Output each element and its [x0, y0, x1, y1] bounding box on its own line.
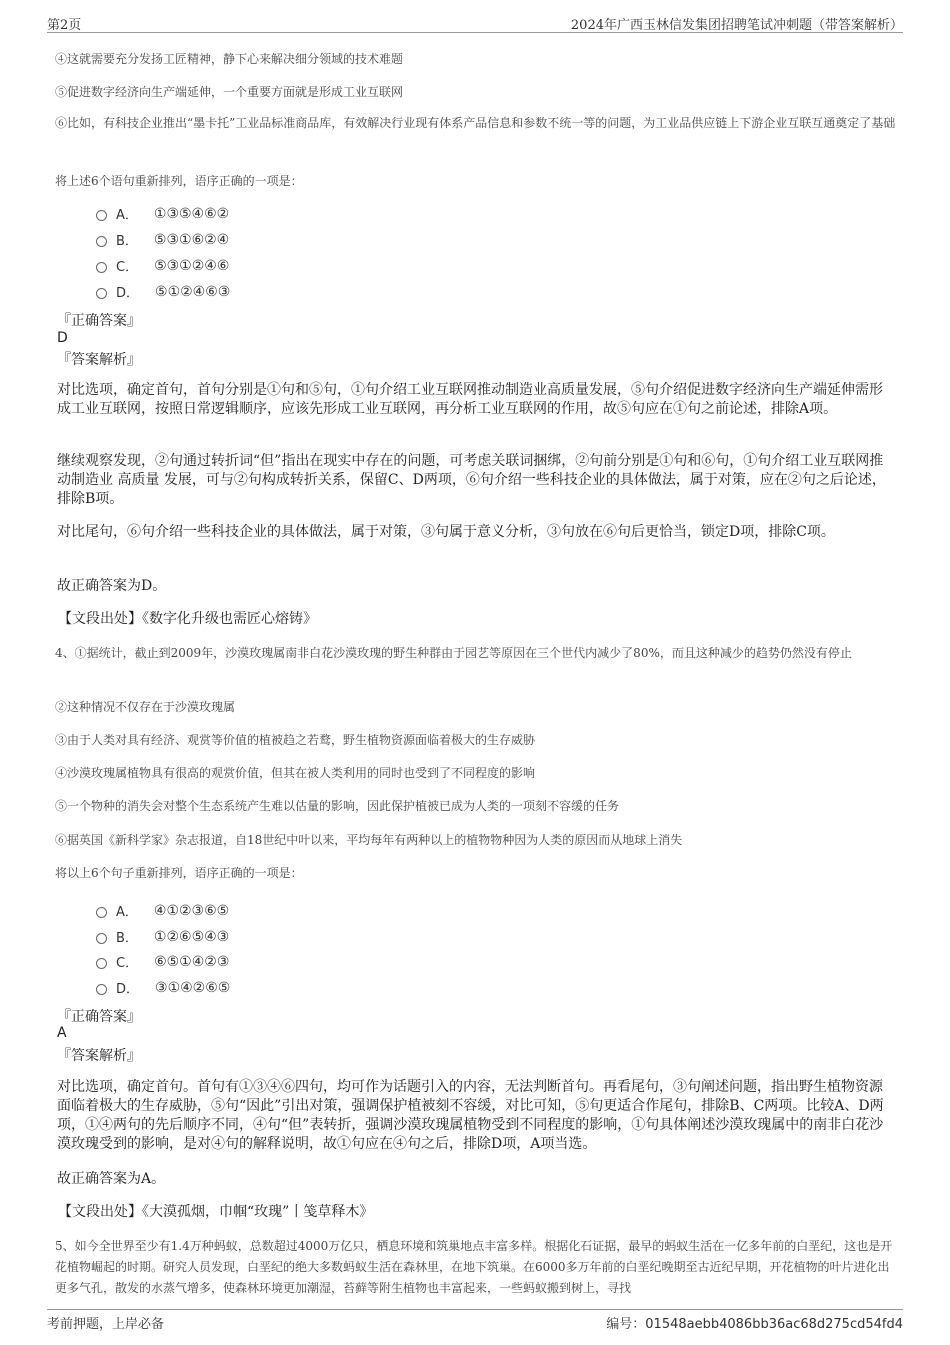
q3-conclusion: 故正确答案为D。	[57, 578, 167, 594]
q4-conclusion: 故正确答案为A。	[57, 1171, 166, 1187]
radio-icon[interactable]	[96, 210, 107, 221]
radio-icon[interactable]	[96, 288, 107, 299]
option-text: ④①②③⑥⑤	[153, 902, 230, 919]
option-text: ⑥⑤①④②③	[154, 953, 230, 970]
footer-slogan: 考前押题，上岸必备	[47, 1317, 165, 1332]
option-text: ⑤③①②④⑥	[154, 257, 230, 274]
q4-analysis-paragraph-1: 对比选项，确定首句。首句有①③④⑥四句，均可作为话题引入的内容，无法判断首句。再看尾句，③句阐述问题，指出野生植物资源面临着极大的生存威胁，⑤句“因此”引出对策，强调保护植被刻不容缓，对比可知，⑤句更适合作尾句，排除B、C两项。比较A、D两项，①④两句的先后顺序不同，④句“但”表转折，强调沙漠玫瑰属植物受到不同程度的影响，①句具体阐述沙漠玫瑰属中的南非白花沙漠玫瑰受到的影响，是对④句的解释说明，故①句应在④句之后，排除D项，A项当选。	[57, 1079, 884, 1152]
q3-sentence-5: ⑤促进数字经济向生产端延伸，一个重要方面就是形成工业互联网	[55, 85, 404, 99]
q3-option-d[interactable]	[96, 282, 230, 301]
option-letter: A．	[116, 208, 138, 223]
q4-sentence-2: ②这种情况不仅存在于沙漠玫瑰属	[55, 700, 236, 714]
option-letter: D．	[116, 982, 140, 997]
radio-icon[interactable]	[96, 262, 107, 273]
option-text: ①③⑤④⑥②	[153, 205, 230, 222]
option-letter: B．	[116, 234, 138, 249]
footer-divider	[47, 1309, 903, 1310]
q3-source: 【文段出处】《数字化升级也需匠心熔铸》	[58, 611, 317, 627]
q3-analysis-paragraph-2: 继续观察发现，②句通过转折词“但”指出在现实中存在的问题，可考虑关联词捆绑，②句前分别是①句和⑥句，①句介绍工业互联网推动制造业 高质量 发展，可与②句构成转折关系，保留C、D两项，⑥句介绍一些科技企业的具体做法，属于对策，应在②句之后论述，排除B项。	[57, 453, 886, 507]
q4-sentence-6: ⑥据英国《新科学家》杂志报道，自18世纪中叶以来，平均每年有两种以上的植物物种因为人类的原因而从地球上消失	[55, 833, 683, 847]
radio-icon[interactable]	[96, 958, 107, 969]
option-letter: B．	[116, 931, 138, 946]
q3-option-a[interactable]	[96, 204, 229, 223]
radio-icon[interactable]	[96, 907, 107, 918]
q4-option-b[interactable]	[96, 927, 229, 946]
radio-icon[interactable]	[96, 933, 107, 944]
radio-icon[interactable]	[96, 236, 107, 247]
option-letter: C．	[116, 956, 139, 971]
q3-prompt: 将上述6个语句重新排列，语序正确的一项是：	[55, 174, 303, 188]
q4-answer-label: 『正确答案』	[57, 1009, 141, 1025]
q4-sentence-5: ⑤一个物种的消失会对整个生态系统产生难以估量的影响，因此保护植被已成为人类的一项刻不容缓的任务	[55, 799, 620, 813]
q4-answer: A	[57, 1025, 67, 1041]
option-text: ⑤③①⑥②④	[153, 231, 230, 248]
q4-sentence-3: ③由于人类对具有经济、观赏等价值的植被趋之若鹜，野生植物资源面临着极大的生存威胁	[55, 733, 536, 747]
radio-icon[interactable]	[96, 984, 107, 995]
q4-prompt: 将以上6个句子重新排列，语序正确的一项是：	[55, 866, 303, 880]
q3-answer-label: 『正确答案』	[57, 313, 141, 329]
option-letter: A．	[116, 905, 138, 920]
q4-option-d[interactable]	[96, 978, 230, 997]
page-number: 第2页	[47, 18, 82, 33]
q3-analysis-label: 『答案解析』	[57, 352, 141, 368]
option-letter: C．	[116, 260, 139, 275]
q4-sentence-1: 4、①据统计，截止到2009年，沙漠玫瑰属南非白花沙漠玫瑰的野生种群由于园艺等原因在三个世代内减少了80%，而且这种减少的趋势仍然没有停止	[55, 646, 852, 660]
document-title: 2024年广西玉林信发集团招聘笔试冲刺题（带答案解析）	[570, 18, 903, 33]
q4-sentence-4: ④沙漠玫瑰属植物具有很高的观赏价值，但其在被人类利用的同时也受到了不同程度的影响	[55, 766, 536, 780]
q3-analysis-paragraph-1: 对比选项，确定首句，首句分别是①句和⑤句，①句介绍工业互联网推动制造业高质量发展，⑤句介绍促进数字经济向生产端延伸需形成工业互联网，按照日常逻辑顺序，应该先形成工业互联网，再分析工业互联网的作用，故⑤句应在①句之前论述，排除A项。	[57, 382, 883, 417]
q3-sentence-4: ④这就需要充分发扬工匠精神，静下心来解决细分领域的技术难题	[55, 52, 404, 66]
option-text: ③①④②⑥⑤	[155, 979, 231, 996]
option-letter: D．	[116, 286, 140, 301]
q3-option-b[interactable]	[96, 230, 229, 249]
q5-text: 5、如今全世界至少有1.4万种蚂蚁，总数超过4000万亿只，栖息环境和筑巢地点丰富多样。根据化石证据，最早的蚂蚁生活在一亿多年前的白垩纪，这也是开花植物崛起的时期。研究人员发现，白垩纪的绝大多数蚂蚁生活在森林里，在地下筑巢。在6000多万年前的白垩纪晚期至古近纪早期，开花植物的叶片进化出更多气孔，散发的水蒸气增多，使森林环境更加潮湿，苔藓等附生植物也丰富起来，一些蚂蚁搬到树上，寻找	[55, 1239, 893, 1295]
option-text: ①②⑥⑤④③	[153, 928, 230, 945]
option-text: ⑤①②④⑥③	[155, 283, 231, 300]
q3-option-c[interactable]	[96, 256, 229, 275]
q3-answer: D	[57, 330, 68, 346]
q4-analysis-label: 『答案解析』	[57, 1048, 141, 1064]
q4-option-a[interactable]	[96, 901, 229, 920]
q3-analysis-paragraph-3: 对比尾句，⑥句介绍一些科技企业的具体做法，属于对策，③句属于意义分析，③句放在⑥句后更恰当，锁定D项，排除C项。	[57, 524, 835, 540]
q4-option-c[interactable]	[96, 952, 229, 971]
header-divider	[47, 32, 903, 33]
q4-source: 【文段出处】《大漠孤烟，巾帼“玫瑰”丨笺草释木》	[58, 1204, 374, 1220]
q3-sentence-6: ⑥比如，有科技企业推出“墨卡托”工业品标准商品库，有效解决行业现有体系产品信息和参数不统一等的问题，为工业品供应链上下游企业互联互通奠定了基础	[55, 116, 896, 130]
document-id: 编号：01548aebb4086bb36ac68d275cd54fd4	[606, 1317, 903, 1332]
